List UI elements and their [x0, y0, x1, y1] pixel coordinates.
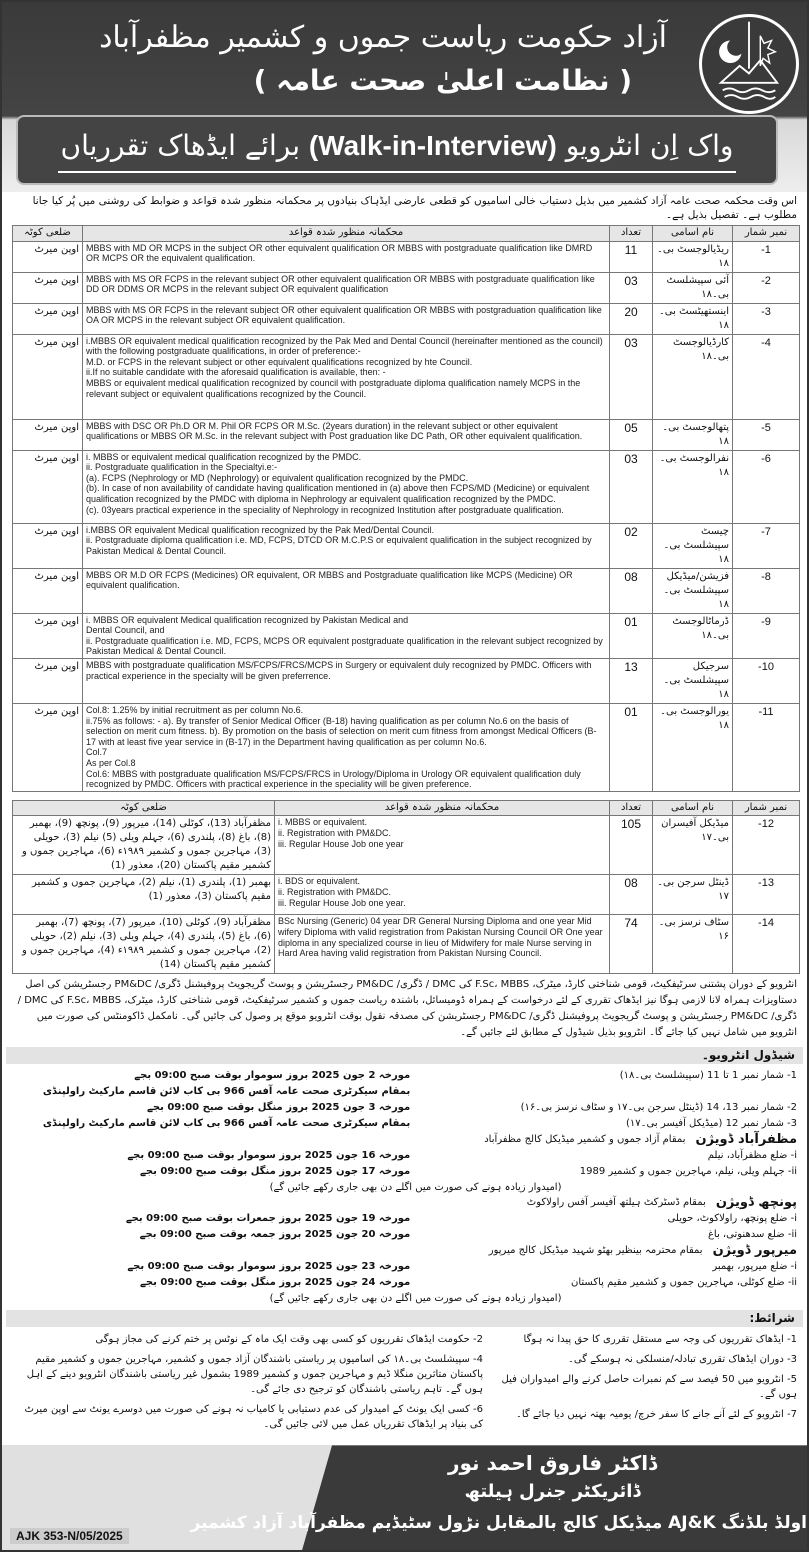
- schedule-note: (امیدوار زیادہ ہونے کی صورت میں اگلے دن بھی جاری رکھے جائیں گے): [269, 1293, 562, 1305]
- schedule-item: 3- شمار نمبر 12 (میڈیکل آفیسر بی۔۱۷): [626, 1118, 797, 1130]
- serial-cell: -9: [733, 613, 800, 658]
- schedule-date: بمقام سیکرٹری صحت عامہ آفس 966 بی کاب لائن قاسم مارکیٹ راولپنڈی: [42, 1086, 411, 1098]
- count-cell: 03: [610, 334, 653, 419]
- col-count: تعداد: [610, 226, 653, 242]
- banner-urdu-left: واک اِن انٹرویو: [565, 129, 734, 162]
- schedule-heading: شیڈول انٹرویو۔: [6, 1047, 803, 1064]
- quota-cell: اوپن میرٹ: [13, 272, 83, 303]
- required-documents-paragraph: انٹرویو کے دوران پشتنی سرٹیفکیٹ، قومی شناختی کارڈ، میٹرک، F.Sc، MBBS کی DMC / ڈگری/ PM&DC رجسٹریشن و پوسٹ گریجویٹ پروفیشنل ڈگری/ PM&DC رجسٹریشن کی اصل دستاویزات ہمراہ لانا لازمی ہوگا نیز ایڈھاک تقرری کے لئے درخواست کے ہمراہ ڈومیسائل، باشندہ ریاست جموں و کشمیر سرٹیفکیٹ، قومی شناختی کارڈ، میٹرک، F.Sc، MBBS کی DMC / ڈگری/ PM&DC رجسٹریشن و پوسٹ گریجویٹ پروفیشنل ڈگری/ PM&DC رجسٹریشن کی مصدقہ نقول بوقت انٹرویو موقع پر وصول کی جائیں گی۔ نامکمل ڈاکومنٹس کی صورت میں انٹرویو میں شامل نہیں کیا جائے گا۔ انٹرویو بذیل شیڈول کے مطابق لئے جائیں گے۔: [17, 979, 797, 1039]
- criteria-cell: MBBS OR M.D OR FCPS (Medicines) OR equivalent, OR MBBS and Postgraduate qualification like MCPS (Medicine) OR equivalent qualification.: [83, 568, 610, 613]
- table-row: [13, 658, 800, 703]
- signatory-name: ڈاکٹر فاروق احمد نور: [447, 1451, 658, 1476]
- condition-item: 5- انٹرویو میں 50 فیصد سے کم نمبرات حاصل کرنے والے امیدواران فیل ہوں گے۔: [501, 1374, 797, 1401]
- table-row: [13, 450, 800, 523]
- post-cell: سٹاف نرسز بی۔۱۶: [653, 915, 733, 974]
- post-cell: ریڈیالوجسٹ بی۔۱۸: [653, 241, 733, 272]
- division-heading: [12, 1132, 797, 1147]
- schedule-item: 2- شمار نمبر 13، 14 (ڈینٹل سرجن بی۔۱۷ و سٹاف نرسز بی۔۱۶): [520, 1102, 797, 1114]
- serial-cell: -6: [733, 450, 800, 523]
- schedule-date: مورخہ 23 جون 2025 بروز سوموار بوقت صبح 09:00 بجے: [127, 1261, 411, 1273]
- count-cell: 13: [610, 658, 653, 703]
- serial-cell: -10: [733, 658, 800, 703]
- serial-cell: -11: [733, 703, 800, 791]
- criteria-cell: i. MBBS or equivalent medical qualification recognized by the PMDC. ii. Postgraduate qualification in the Specialtyi.e:- (a). FCPS (Nephrology or MD (Nephrology) or equivalent qualification recognized by the PMDC. (b). In case of non availability of candidate having qualification mentioned in (a) above then FCPS/MD (Medicine) or equivalent qualification recognized by the PMDC with diploma in Nephrology ar equivalent qualification recognized by the PMDC. (c). 03years practical experience in the speciality of Nephrology in recognized Institution after postgraduate qualification.: [83, 450, 610, 523]
- conditions: [12, 1332, 797, 1437]
- conditions-right-column: [497, 1332, 797, 1437]
- serial-cell: -4: [733, 334, 800, 419]
- serial-cell: -1: [733, 241, 800, 272]
- quota-cell: اوپن میرٹ: [13, 703, 83, 791]
- post-cell: ڈینٹل سرجن بی۔۱۷: [653, 875, 733, 915]
- serial-cell: -13: [733, 875, 800, 915]
- table-row: [13, 568, 800, 613]
- interview-schedule: [12, 1068, 797, 1306]
- condition-item: 4- سپیشلسٹ بی۔۱۸ کی اسامیوں پر ریاستی باشندگان آزاد جموں و کشمیر، مہاجرین جموں و کشمیر مقیم پاکستان متاثرین منگلا ڈیم و مہاجرین جموں و کشمیر 1989 بشمول غیر ریاستی باشندگان انٹرویو دینے کے اہل ہوں گے۔ تاہم ریاستی باشندگان کو ترجیح دی جائے گی۔: [26, 1354, 483, 1396]
- quota-cell: اوپن میرٹ: [13, 450, 83, 523]
- schedule-row: [12, 1211, 797, 1226]
- government-title: آزاد حکومت ریاست جموں و کشمیر مظفرآباد: [99, 20, 667, 55]
- division-name: میرپور ڈویژن: [712, 1243, 797, 1259]
- count-cell: 08: [610, 875, 653, 915]
- schedule-row: [12, 1227, 797, 1242]
- serial-cell: -8: [733, 568, 800, 613]
- schedule-row: [12, 1084, 797, 1099]
- condition-item: 7- انٹرویو کے لئے آنے جانے کا سفر خرچ/ یومیہ بھتہ نہیں دیا جائے گا۔: [515, 1409, 797, 1421]
- schedule-row: [12, 1164, 797, 1179]
- schedule-date: مورخہ 3 جون 2025 بروز منگل بوقت صبح 09:00 بجے: [147, 1102, 411, 1114]
- serial-cell: -14: [733, 915, 800, 974]
- quota-cell: اوپن میرٹ: [13, 568, 83, 613]
- schedule-row: [12, 1068, 797, 1083]
- general-posts-table: [12, 800, 800, 975]
- serial-cell: -2: [733, 272, 800, 303]
- specialist-posts-table: [12, 225, 800, 792]
- table-row: [13, 241, 800, 272]
- count-cell: 03: [610, 272, 653, 303]
- banner-english: (Walk-in-Interview): [308, 130, 557, 161]
- ad-reference-code: AJK 353-N/05/2025: [10, 1528, 129, 1544]
- table-row: [13, 613, 800, 658]
- serial-cell: -5: [733, 419, 800, 450]
- department-title: ( نظامت اعلیٰ صحت عامہ ): [253, 64, 632, 97]
- criteria-cell: Col.8: 1.25% by initial recruitment as per column No.6. ii.75% as follows: - a). By transfer of Senior Medical Officer (B-18) having qualification as per column No.6 on the basis of selection on merit cum fitness. b). By promotion on the basis of selection on merit cum fitness from amongst Medical Officers (B-17 with at least five year service in (B-17) in the Department having qualification as per column No.6. Col.7 As per Col.8 Col.6: MBBS with postgraduate qualification MS/FCPS/FRCS in Urology/Diploma in Urology OR equivalent qualification duly recognized by PMDC. Officers with practical experience in the speciality will be given preference.: [83, 703, 610, 791]
- schedule-item: i- ضلع میرپور، بھمبر: [712, 1261, 797, 1273]
- criteria-cell: BSc Nursing (Generic) 04 year DR General Nursing Diploma and one year Mid wifery Diploma with valid registration from Pakistan Nursing Council OR One year diploma in any specialized course in lieu of Midwifery for male Nurse serving in Hard Area having valid registration from Pakistan Nursing Council.: [275, 915, 610, 974]
- banner-urdu-right: برائے ایڈھاک تقرریاں: [60, 129, 300, 162]
- count-cell: 02: [610, 523, 653, 568]
- quota-cell: اوپن میرٹ: [13, 523, 83, 568]
- quota-cell: اوپن میرٹ: [13, 658, 83, 703]
- criteria-cell: MBBS with DSC OR Ph.D OR M. Phil OR FCPS OR M.Sc. (2years duration) in the relevant subject or other equivalent qualifications or MBBS OR M.Sc. in the relevant subject with Post graduation like DC Path, OR other equivalent qualification.: [83, 419, 610, 450]
- schedule-date: مورخہ 2 جون 2025 بروز سوموار بوقت صبح 09:00 بجے: [134, 1070, 411, 1082]
- quota-cell: اوپن میرٹ: [13, 334, 83, 419]
- count-cell: 105: [610, 816, 653, 875]
- count-cell: 20: [610, 303, 653, 334]
- schedule-item: i- ضلع مظفرآباد، نیلم: [707, 1150, 797, 1162]
- post-cell: چیسٹ سپیشلسٹ بی۔۱۸: [653, 523, 733, 568]
- table-row: [13, 816, 800, 875]
- intro-paragraph: اس وقت محکمہ صحت عامہ آزاد کشمیر میں بذیل دستیاب خالی اسامیوں کو قطعی عارضی ایڈہاک بنیادوں پر محکمانہ منظور شدہ قواعد و ضوابط کی روشنی میں پُر کیا جانا مطلوب ہے۔ تفصیل بذیل ہے۔: [32, 195, 797, 221]
- table-row: [13, 523, 800, 568]
- schedule-date: مورخہ 20 جون 2025 بروز جمعہ بوقت صبح 09:00 بجے: [139, 1229, 411, 1241]
- banner-underline: [58, 171, 736, 173]
- serial-cell: -12: [733, 816, 800, 875]
- table-row: [13, 419, 800, 450]
- post-cell: فزیشن/میڈیکل سپیشلسٹ بی۔۱۸: [653, 568, 733, 613]
- col-criteria: محکمانہ منظور شدہ قواعد: [275, 800, 610, 816]
- post-cell: نفرالوجسٹ بی۔۱۸: [653, 450, 733, 523]
- schedule-date: مورخہ 19 جون 2025 بروز جمعرات بوقت صبح 09:00 بجے: [125, 1213, 411, 1225]
- criteria-cell: i.MBBS OR equivalent Medical qualification recognized by the Pak Med/Dental Council. ii. Postgraduate diploma qualification i.e. MD, FCPS, DTCD OR M.C.P.S or equivalent qualification in the subject recognized by Pakistan Medical & Dental Council.: [83, 523, 610, 568]
- schedule-row: [12, 1116, 797, 1131]
- count-cell: 11: [610, 241, 653, 272]
- col-post: نام اسامی: [653, 226, 733, 242]
- quota-cell: بھمبر (1)، پلندری (1)، نیلم (2)، مہاجرین جموں و کشمیر مقیم پاکستان (3)، معذور (1): [13, 875, 275, 915]
- walk-in-interview-banner: [16, 115, 778, 185]
- table-row: [13, 334, 800, 419]
- table-row: [13, 272, 800, 303]
- division-venue: بمقام محترمہ بینظیر بھٹو شہید میڈیکل کالج میرپور: [488, 1245, 703, 1257]
- table-row: [13, 303, 800, 334]
- quota-cell: اوپن میرٹ: [13, 303, 83, 334]
- post-cell: آئی سپیشلسٹ بی۔۱۸: [653, 272, 733, 303]
- col-count: تعداد: [610, 800, 653, 816]
- post-cell: سرجیکل سپیشلسٹ بی۔۱۸: [653, 658, 733, 703]
- schedule-note: (امیدوار زیادہ ہونے کی صورت میں اگلے دن بھی جاری رکھے جائیں گے): [269, 1182, 562, 1194]
- quota-cell: مظفرآباد (9)، کوٹلی (10)، میرپور (7)، پونچھ (7)، بھمبر (6)، باغ (5)، پلندری (4)، جہلم ویلی (3)، نیلم (2)، حویلی (2)، مہاجرین جموں و کشمیر ۱۹۸۹ء (4)، مہاجرین جموں و کشمیر مقیم پاکستان (14): [13, 915, 275, 974]
- schedule-item: i- ضلع پونچھ، راولاکوٹ، حویلی: [667, 1213, 797, 1225]
- quota-cell: اوپن میرٹ: [13, 419, 83, 450]
- conditions-heading: شرائط:: [6, 1310, 803, 1327]
- criteria-cell: i.MBBS OR equivalent medical qualification recognized by the Pak Med and Dental Council (hereinafter mentioned as the council) with the following postgraduate qualifications, in order of preference:- M.D. or FCPS in the relevant subject or other equivalent qualifications recognized by hte Council. ii.If no suitable candidate with the aforesaid qualification is available, then: - MBBS or equivalent medical qualification recognized by council with postgraduate diploma qualification namely MCPS in the relevant subject or equivalent qualifications recognized by the Council.: [83, 334, 610, 419]
- col-no: نمبر شمار: [733, 800, 800, 816]
- post-cell: ڈرماٹالوجسٹ بی۔۱۸: [653, 613, 733, 658]
- col-post: نام اسامی: [653, 800, 733, 816]
- criteria-cell: i. BDS or equivalent. ii. Registration with PM&DC. iii. Regular House Job one year.: [275, 875, 610, 915]
- serial-cell: -7: [733, 523, 800, 568]
- schedule-item-empty: [420, 1084, 797, 1099]
- count-cell: 08: [610, 568, 653, 613]
- schedule-date: بمقام سیکرٹری صحت عامہ آفس 966 بی کاب لائن قاسم مارکیٹ راولپنڈی: [42, 1118, 411, 1130]
- post-cell: یورالوجسٹ بی۔۱۸: [653, 703, 733, 791]
- quota-cell: مظفرآباد (13)، کوٹلی (14)، میرپور (9)، پونچھ (9)، بھمبر (8)، باغ (8)، پلندری (6)، جہلم ویلی (5) نیلم (3)، حویلی (3)، مہاجرین جموں و کشمیر ۱۹۸۹ء (6)، مہاجرین جموں و کشمیر مقیم پاکستان (20)، معذور (1): [13, 816, 275, 875]
- col-criteria: محکمانہ منظور شدہ قواعد: [83, 226, 610, 242]
- conditions-left-column: [12, 1332, 483, 1437]
- schedule-row: [12, 1100, 797, 1115]
- post-cell: کارڈیالوجسٹ بی۔۱۸: [653, 334, 733, 419]
- signatory-designation: ڈائریکٹر جنرل ہیلتھ: [464, 1481, 641, 1503]
- col-quota: ضلعی کوٹہ: [13, 226, 83, 242]
- schedule-date: مورخہ 17 جون 2025 بروز منگل بوقت صبح 09:00 بجے: [140, 1166, 411, 1178]
- count-cell: 05: [610, 419, 653, 450]
- schedule-item: 1- شمار نمبر 1 تا 11 (سپیشلسٹ بی۔۱۸): [619, 1070, 797, 1082]
- post-cell: میڈیکل آفیسران بی۔۱۷: [653, 816, 733, 875]
- condition-item: 6- کسی ایک یونٹ کے امیدوار کی عدم دستیابی یا کامیاب نہ ہونے کی صورت میں دوسرے یونٹ سے اوپن میرٹ کی بنیاد پر ایڈھاک تقرریاں عمل میں لائی جائیں گی۔: [24, 1404, 483, 1431]
- count-cell: 01: [610, 703, 653, 791]
- schedule-row: [12, 1259, 797, 1274]
- criteria-cell: MBBS with MS OR FCPS in the relevant subject OR other equivalent qualification OR MBBS with postgraduation qualification like OA OR MCPS in the relevant subject OR equivalent qualification.: [83, 303, 610, 334]
- criteria-cell: MBBS with postgraduate qualification MS/FCPS/FRCS/MCPS in Surgery or equivalent duly recognized by PMDC. Officers with practical experience in the specialty will be given preferrence.: [83, 658, 610, 703]
- division-heading: [12, 1195, 797, 1210]
- division-heading: [12, 1243, 797, 1258]
- serial-cell: -3: [733, 303, 800, 334]
- table-row: [13, 703, 800, 791]
- count-cell: 74: [610, 915, 653, 974]
- footer: [2, 1445, 807, 1550]
- schedule-item: ii- ضلع سدھنوتی، باغ: [707, 1229, 797, 1241]
- post-cell: اینستھیٹسٹ بی۔۱۸: [653, 303, 733, 334]
- condition-item: 2- حکومت ایڈھاک تقرریوں کو کسی بھی وقت ایک ماہ کے نوٹس پر ختم کرنے کی مجاز ہوگی: [95, 1334, 483, 1346]
- criteria-cell: i. MBBS or equivalent. ii. Registration with PM&DC. iii. Regular House Job one year: [275, 816, 610, 875]
- criteria-cell: MBBS with MS OR FCPS in the relevant subject OR other equivalent qualification OR MBBS with postgraduate qualification like DD OR DDMS OR MCPS in the relevant subject OR equivalent qualification: [83, 272, 610, 303]
- count-cell: 03: [610, 450, 653, 523]
- schedule-row: [12, 1148, 797, 1163]
- col-quota: ضلعی کوٹہ: [13, 800, 275, 816]
- condition-item: 1- ایڈھاک تقرریوں کی وجہ سے مستقل تقرری کا حق پیدا نہ ہوگا: [523, 1334, 797, 1346]
- schedule-row: [12, 1275, 797, 1290]
- col-no: نمبر شمار: [733, 226, 800, 242]
- criteria-cell: i. MBBS OR equivalent Medical qualification recognized by Pakistan Medical and Dental Council, and ii. Postgraduate qualification i.e. MD, FCPS, MCPS OR equivalent postgraduate qualification in the relevant subject recognized by Pakistan Medical & Dental Council.: [83, 613, 610, 658]
- office-address: اولڈ بلڈنگ AJ&K میڈیکل کالج بالمقابل نڑول سٹیڈیم مظفرآباد آزاد کشمیر: [190, 1513, 807, 1534]
- count-cell: 01: [610, 613, 653, 658]
- division-venue: بمقام آزاد جموں و کشمیر میڈیکل کالج مظفرآباد: [484, 1134, 686, 1146]
- schedule-date: مورخہ 16 جون 2025 بروز سوموار بوقت صبح 09:00 بجے: [127, 1150, 411, 1162]
- division-name: پونچھ ڈویژن: [715, 1195, 797, 1211]
- division-name: مظفرآباد ڈویژن: [695, 1132, 797, 1148]
- condition-item: 3- دوران ایڈھاک تقرری تبادلہ/منسلکی نہ ہوسکے گی۔: [568, 1354, 797, 1366]
- ajk-emblem-logo: [699, 14, 799, 114]
- schedule-item: ii- ضلع کوٹلی، مہاجرین جموں و کشمیر مقیم پاکستان: [571, 1277, 797, 1289]
- post-cell: پتھالوجسٹ بی۔۱۸: [653, 419, 733, 450]
- table-row: [13, 875, 800, 915]
- division-venue: بمقام ڈسٹرکٹ ہیلتھ آفیسر آفس راولاکوٹ: [526, 1197, 706, 1209]
- header: [2, 2, 807, 192]
- schedule-date: مورخہ 24 جون 2025 بروز منگل بوقت صبح 09:00 بجے: [140, 1277, 411, 1289]
- quota-cell: اوپن میرٹ: [13, 613, 83, 658]
- quota-cell: اوپن میرٹ: [13, 241, 83, 272]
- criteria-cell: MBBS with MD OR MCPS in the subject OR other equivalent qualification OR MBBS with postgraduate qualification like DMRD OR MCPS OR the equivalent qualification.: [83, 241, 610, 272]
- table-row: [13, 915, 800, 974]
- schedule-item: ii- جہلم ویلی، نیلم، مہاجرین جموں و کشمیر 1989: [579, 1166, 797, 1178]
